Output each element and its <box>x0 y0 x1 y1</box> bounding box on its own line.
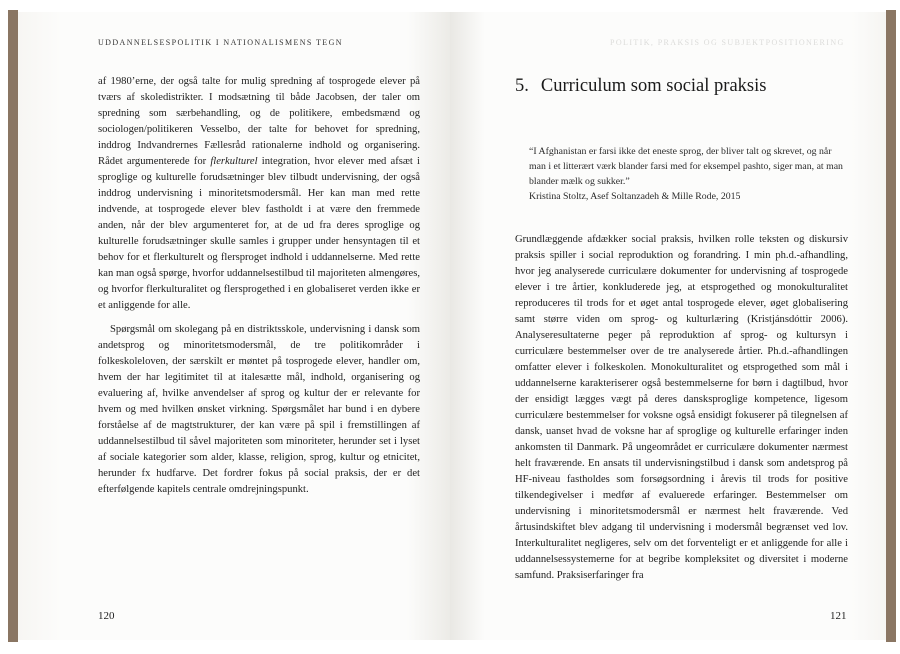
epigraph-text: “I Afghanistan er farsi ikke det eneste sprog, der bliver talt og skrevet, og når man i et litterært værk blander farsi med for eksempel pashto, siger man, at man blander mælk og sukker.” <box>529 146 843 187</box>
paragraph: Spørgsmål om skolegang på en distriktsskole, undervisning i dansk som andetsprog og minoritetsmodersmål, de tre politikområder i folkeskoleloven, der særskilt er møntet på tosprogede elever, handler om, hvem der har legitimitet til at italesætte mål, indhold, organisering og evaluering af, hvilke anvendelser af sprog og kultur der er relevante for hvem og med hvilken ønsket virkning. Spørgsmålet har bund i en dybere forståelse af de magtstrukturer, der kan være på spil i fremstillingen af uddannelsestilbud til såvel majoriteten som minoriteter, herunder set i lyset af sociale kategorier som alder, klasse, religion, sprog, kultur og etnicitet, herunder fx hudfarve. Det fordrer fokus på social praksis, der er det efterfølgende kapitels centrale omdrejningspunkt. <box>98 324 420 495</box>
page-number: 120 <box>98 610 115 622</box>
right-page-body <box>515 232 848 584</box>
right-page <box>450 12 886 640</box>
running-head-show-through: POLITIK, PRAKSIS OG SUBJEKTPOSITIONERING <box>610 38 845 47</box>
epigraph-source: Kristina Stoltz, Asef Soltanzadeh & Mille Rode, 2015 <box>529 191 741 202</box>
left-page <box>18 12 450 640</box>
epigraph <box>529 144 849 204</box>
chapter-heading <box>515 76 766 97</box>
paragraph: Grundlæggende afdækker social praksis, hvilken rolle teksten og diskursiv praksis spiller i social reproduktion og forandring. I min ph.d.-afhandling, hvor jeg analyserede curriculære dokumenter for undervisning af tosprogede elever i tre årtier, konkluderede jeg, at etsprogethed og monokulturalitet reproduceres til trods for et øget antal tosprogede elever, øget globalisering samt større viden om sprog- og kulturlæring (Kristjánsdóttir 2006). Analyseresultaterne peger på reproduktion af sprog- og kultursyn i curriculære bestemmelser over de tre analyserede årtier. Ph.d.-afhandlingen omfatter elever i folkeskolen. Monokulturalitet og etsprogethed som mål i uddannelserne karakteriserer også bestemmelserne for børn i dagtilbud, hvor der ensidigt lægges vægt på deres dansksproglige kompetence, ligesom curriculære bestemmelser for voksne også ensidigt fokuserer på tilegnelsen af dansk, uanset hvad de voksne har af sproglige og kulturelle erfaringer inden ankomsten til Danmark. På ungeområdet er curriculære dokumenter nærmest helt fraværende. En ansats til undervisningstilbud i dansk som andetsprog på HF-niveau fastholdes som forsøgsordning i årevis til trods for positive tilkendegivelser i medfør af evaluerede erfaringer. Bestemmelser om undervisning i minoritetsmodersmål er nærmest helt fraværende. Ved årtusindskiftet blev adgang til undervisning i modersmål begrænset ved lov. Interkulturalitet negligeres, selv om det forventeligt er et anliggende for alle i uddannelsessystemerne for at begribe kompleksitet og diversitet i moderne samfund. Praksiserfaringer fra <box>515 234 848 581</box>
chapter-title: Curriculum som social praksis <box>540 76 767 96</box>
chapter-number: 5. <box>515 76 529 96</box>
open-book <box>8 10 896 642</box>
book-cover-edge-left <box>8 10 18 642</box>
paragraph-text: af 1980’erne, der også talte for mulig spredning af tosprogede elever på tværs af skoledistrikter. I modsætning til både Jacobsen, der taler om spredning som særbehandling, og de politikere, embedsmænd og sociologen/politikeren Vesselbo, der talte for behovet for spredning, inddrog Indvandrernes Fællesråd rationalerne indhold og organisering. Rådet argumenterede for <box>98 76 420 167</box>
page-number: 121 <box>830 610 847 622</box>
paragraph-text: integration, hvor elever med afsæt i sproglige og kulturelle forudsætninger blev tilbudt undervisning, der også inddrog undervisning i minoritetsmodersmål. Her kan man med rette indvende, at tosprogede elever blev fastholdt i at være den fremmede anden, når der blev argumenteret for, at de ud fra deres sproglige og kulturelle forudsætninger skulle samles i grupper under hensyntagen til et behov for et flerkulturelt og flersproget indhold i uddannelserne. Med rette kan man også spørge, hvorfor uddannelsestilbud til majoriteten almengøres, og hvorfor flerkulturalitet og flersprogethed i en globaliseret verden ikke er et anliggende for alle. <box>98 156 420 311</box>
book-cover-edge-right <box>886 10 896 642</box>
paragraph <box>98 74 420 314</box>
left-page-body <box>98 74 420 498</box>
emphasized-word: flerkulturel <box>210 156 258 167</box>
running-head: UDDANNELSESPOLITIK I NATIONALISMENS TEGN <box>98 38 343 47</box>
